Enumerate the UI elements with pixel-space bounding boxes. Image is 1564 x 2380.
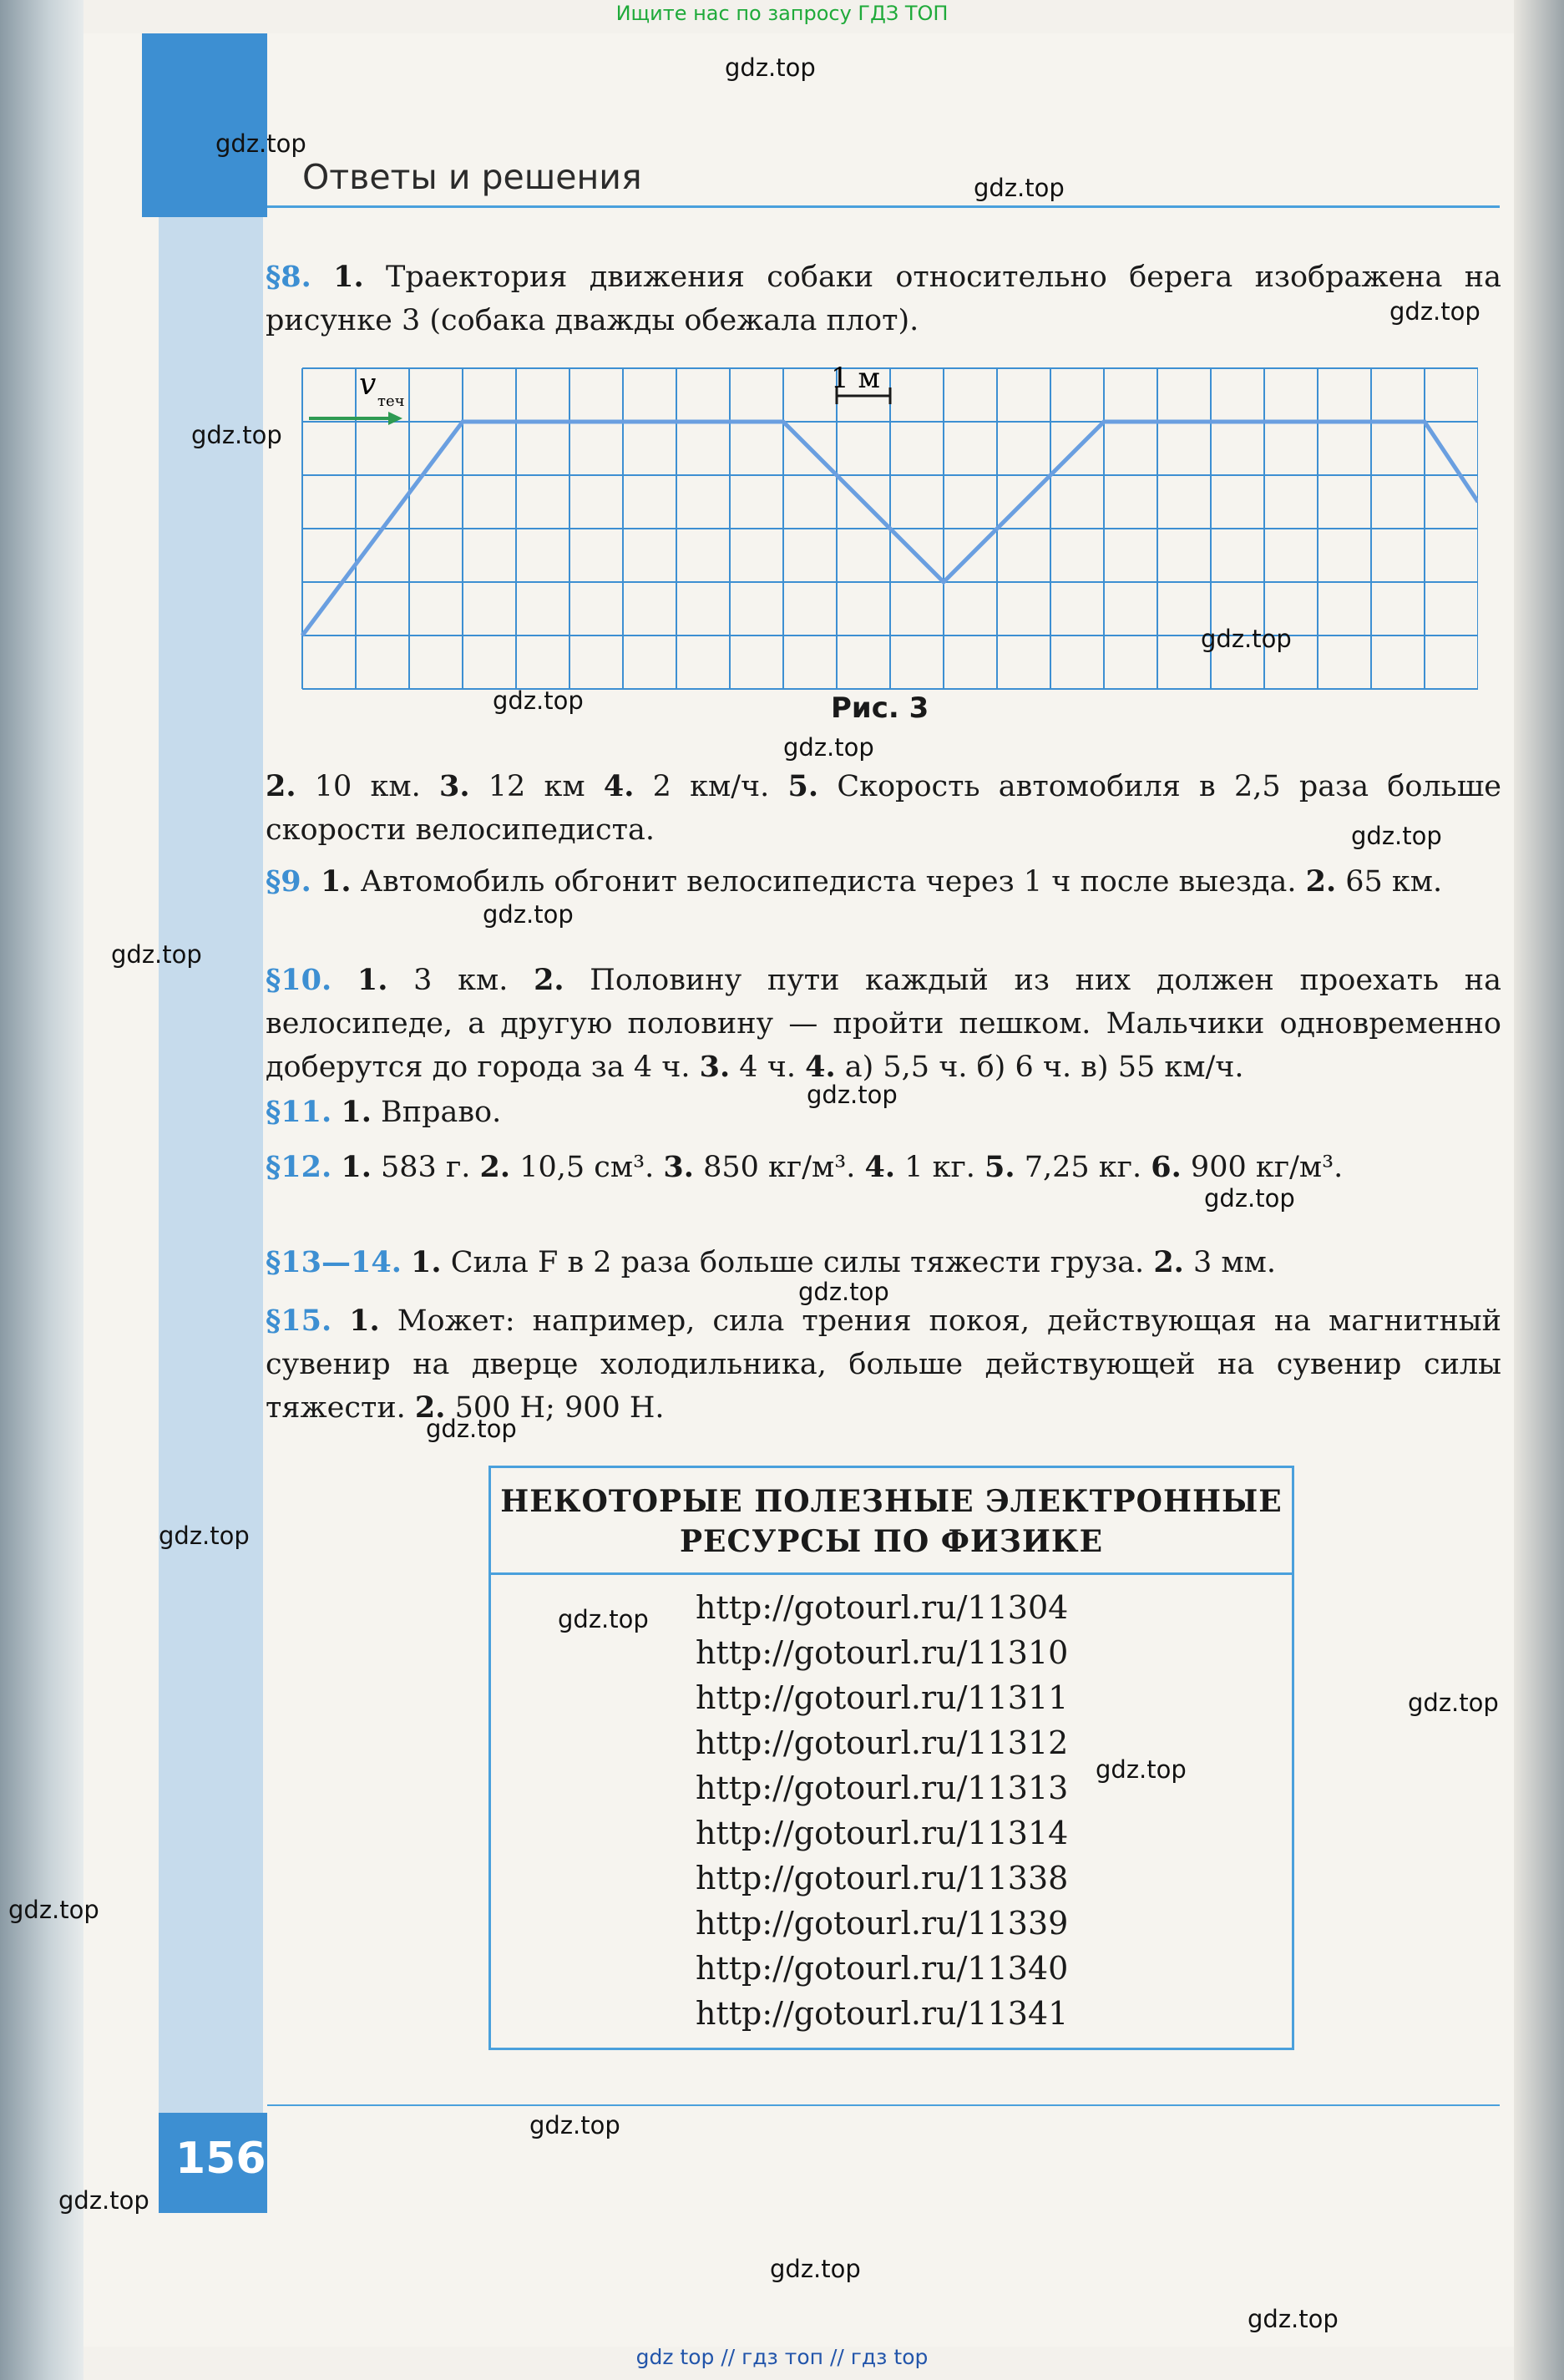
book-spine-left [0,0,84,2380]
left-margin-band [159,33,263,2188]
answer-number: 2. [414,1390,446,1425]
answer-number: 1. [357,963,388,997]
answer-text: 2 км/ч. [634,770,788,803]
resource-link[interactable]: http://gotourl.ru/11340 [696,1950,1069,1987]
watermark: gdz.top [1248,2305,1339,2333]
answer-text: 65 км. [1336,865,1443,899]
header-color-block [142,33,267,217]
watermark: gdz.top [483,900,574,929]
resource-link[interactable]: http://gotourl.ru/11338 [696,1860,1069,1896]
resources-title [491,1468,1292,1575]
section-label: §15. [266,1304,332,1338]
answer-number: 1. [349,1304,380,1338]
resource-link[interactable]: http://gotourl.ru/11314 [696,1815,1069,1851]
answer-number: 3. [663,1150,694,1184]
answer-text: 10 км. [296,770,439,803]
watermark: gdz.top [783,733,874,762]
watermark: gdz.top [8,1896,99,1924]
watermark: gdz.top [215,129,306,158]
answer-section-12 [266,1146,1501,1189]
header-divider [267,205,1500,208]
watermark: gdz.top [558,1605,649,1633]
watermark: gdz.top [1351,822,1442,850]
answer-section-9 [266,860,1501,904]
answer-text: 583 г. [371,1151,480,1184]
answer-number: 5. [787,769,819,803]
watermark: gdz.top [159,1522,250,1550]
answer-number: 2. [1305,864,1337,899]
watermark: gdz.top [1096,1755,1187,1784]
watermark: gdz.top [807,1081,898,1109]
answer-number: 4. [805,1050,836,1084]
answer-section-10 [266,959,1501,1089]
page-title: Ответы и решения [302,157,642,197]
resource-link[interactable]: http://gotourl.ru/11341 [696,1995,1069,2032]
resource-link[interactable]: http://gotourl.ru/11313 [696,1770,1069,1806]
answer-number: 2. [479,1150,511,1184]
resource-link[interactable]: http://gotourl.ru/11339 [696,1905,1069,1942]
answer-number: 4. [864,1150,896,1184]
section-label: §9. [266,864,311,899]
answer-number: 2. [1153,1245,1184,1279]
answer-text: Сила F в 2 раза больше силы тяжести груза. [441,1246,1154,1279]
answer-text: 3 км. [387,964,534,997]
answer-text: 4 ч. [730,1051,806,1084]
watermark: gdz.top [1201,625,1292,653]
answer-section-8 [266,256,1501,342]
answer-number: 2. [266,769,296,803]
section-label: §8. [266,260,311,294]
watermark: gdz.top [58,2186,149,2215]
answer-number: 2. [534,963,564,997]
answer-number: 1. [320,864,352,899]
answer-number: 4. [603,769,635,803]
resource-links [491,1575,1292,2036]
watermark: gdz.top [1389,297,1480,326]
resource-link[interactable]: http://gotourl.ru/11311 [696,1679,1069,1716]
answer-text: 3 мм. [1183,1246,1276,1279]
watermark: gdz.top [725,53,816,82]
answer-text: 10,5 см³. [510,1151,664,1184]
velocity-symbol: v [359,367,377,402]
answer-section-15 [266,1299,1501,1430]
answer-text: Вправо. [371,1096,502,1129]
watermark: gdz.top [111,940,202,969]
trajectory-figure [301,364,1478,690]
answer-text: 500 Н; 900 Н. [445,1391,665,1425]
answer-text: 12 км [469,770,604,803]
section-label: §10. [266,963,332,997]
answer-text: Половину пути каждый из них должен проехать на велосипеде, а другую половину — пройти пешком. Мальчики одновременно доберутся до города за 4 ч. [266,964,1501,1084]
watermark: gdz.top [426,1415,517,1443]
watermark: gdz.top [191,421,282,449]
answer-text: Скорость автомобиля в 2,5 раза больше скорости велосипедиста. [266,770,1501,847]
watermark: gdz.top [1408,1689,1499,1717]
answer-number: 1. [333,260,364,294]
answer-text: Траектория движения собаки относительно берега изображена на рисунке 3 (собака дважды обежала плот). [266,261,1501,337]
answer-text: Может: например, сила трения покоя, действующая на магнитный сувенир на дверце холодильника, больше действующей на сувенир силы тяжести. [266,1304,1501,1425]
resources-title-line-1: НЕКОТОРЫЕ ПОЛЕЗНЫЕ ЭЛЕКТРОННЫЕ [500,1484,1283,1519]
section-label: §12. [266,1150,332,1184]
top-banner[interactable]: Ищите нас по запросу ГДЗ ТОП [615,2,949,25]
watermark: gdz.top [798,1278,889,1306]
answer-text: 850 кг/м³. [693,1151,865,1184]
answer-text: Автомобиль обгонит велосипедиста через 1 ч после выезда. [351,865,1306,899]
footer-divider [267,2104,1500,2106]
answer-number: 3. [699,1050,731,1084]
resources-title-line-2: РЕСУРСЫ ПО ФИЗИКЕ [679,1524,1104,1559]
watermark: gdz.top [974,174,1065,202]
answer-text: 1 кг. [895,1151,985,1184]
answer-number: 5. [984,1150,1015,1184]
velocity-subscript: теч [377,392,405,410]
answer-number: 1. [341,1095,372,1129]
watermark: gdz.top [529,2111,620,2139]
figure-caption: Рис. 3 [831,691,929,725]
answer-number: 6. [1151,1150,1182,1184]
answer-section-8-continued [266,765,1501,852]
watermark: gdz.top [770,2255,861,2283]
watermark: gdz.top [1204,1184,1295,1213]
bottom-banner[interactable]: gdz top // гдз топ // гдз top [635,2345,929,2369]
resource-link[interactable]: http://gotourl.ru/11312 [696,1724,1069,1761]
page-number: 156 [175,2134,266,2184]
resource-link[interactable]: http://gotourl.ru/11304 [696,1589,1069,1626]
answer-text: а) 5,5 ч. б) 6 ч. в) 55 км/ч. [835,1051,1244,1084]
answer-text: 900 кг/м³. [1181,1151,1344,1184]
answer-number: 3. [439,769,470,803]
resource-link[interactable]: http://gotourl.ru/11310 [696,1634,1069,1671]
answer-number: 1. [341,1150,372,1184]
section-label: §11. [266,1095,332,1129]
watermark: gdz.top [493,686,584,715]
answer-text: 7,25 кг. [1015,1151,1151,1184]
section-label: §13—14. [266,1245,402,1279]
answer-number: 1. [411,1245,442,1279]
book-edge-right [1514,0,1564,2380]
scale-label: 1 м [831,364,880,395]
